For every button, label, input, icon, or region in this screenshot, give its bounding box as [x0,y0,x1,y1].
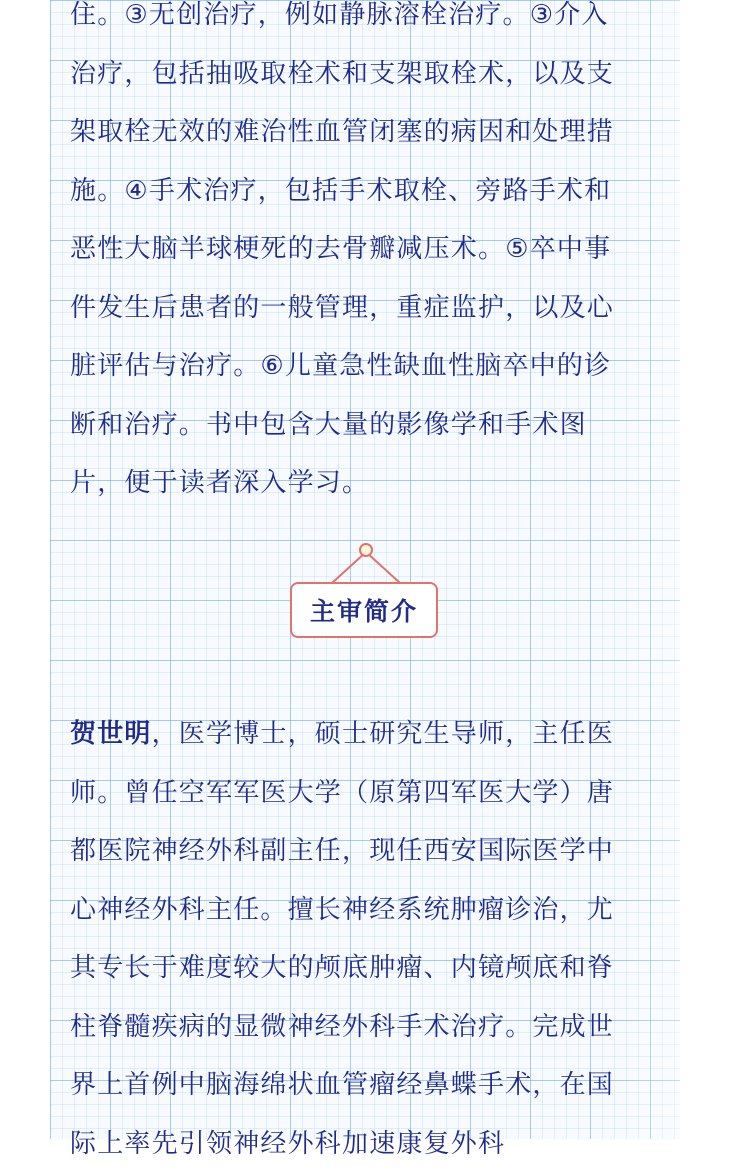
text-line: 施。④手术治疗，包括手术取栓、旁路手术和 [70,162,660,221]
text-line: 住。③无创治疗，例如静脉溶栓治疗。③介入 [70,0,660,45]
text-line: 际上率先引领神经外科加速康复外科 [70,1115,660,1173]
book-description-text [70,0,660,513]
section-title: 主审简介 [310,592,418,628]
text-line: 界上首例中脑海绵状血管瘤经鼻蝶手术，在国 [70,1056,660,1115]
text-line: 师。曾任空军军医大学（原第四军医大学）唐 [70,764,660,823]
text-line: 心神经外科主任。擅长神经系统肿瘤诊治，尤 [70,881,660,940]
text-line: 治疗，包括抽吸取栓术和支架取栓术，以及支 [70,45,660,104]
text-line: 脏评估与治疗。⑥儿童急性缺血性脑卒中的诊 [70,337,660,396]
text-line: 恶性大脑半球梗死的去骨瓣减压术。⑤卒中事 [70,220,660,279]
text-line: 架取栓无效的难治性血管闭塞的病因和处理措 [70,103,660,162]
text-line [70,705,660,764]
reviewer-name: 贺世明 [70,719,152,749]
label-hanger-icon [330,542,402,584]
section-title-badge [290,582,438,638]
text-line: 片，便于读者深入学习。 [70,454,660,513]
reviewer-bio-text [70,705,660,1173]
text-line: 断和治疗。书中包含大量的影像学和手术图 [70,396,660,455]
text-line: 其专长于难度较大的颅底肿瘤、内镜颅底和脊 [70,939,660,998]
bio-first-line: ，医学博士，硕士研究生导师，主任医 [152,719,614,749]
text-line: 柱脊髓疾病的显微神经外科手术治疗。完成世 [70,998,660,1057]
text-line: 都医院神经外科副主任，现任西安国际医学中 [70,822,660,881]
text-line: 件发生后患者的一般管理，重症监护，以及心 [70,279,660,338]
